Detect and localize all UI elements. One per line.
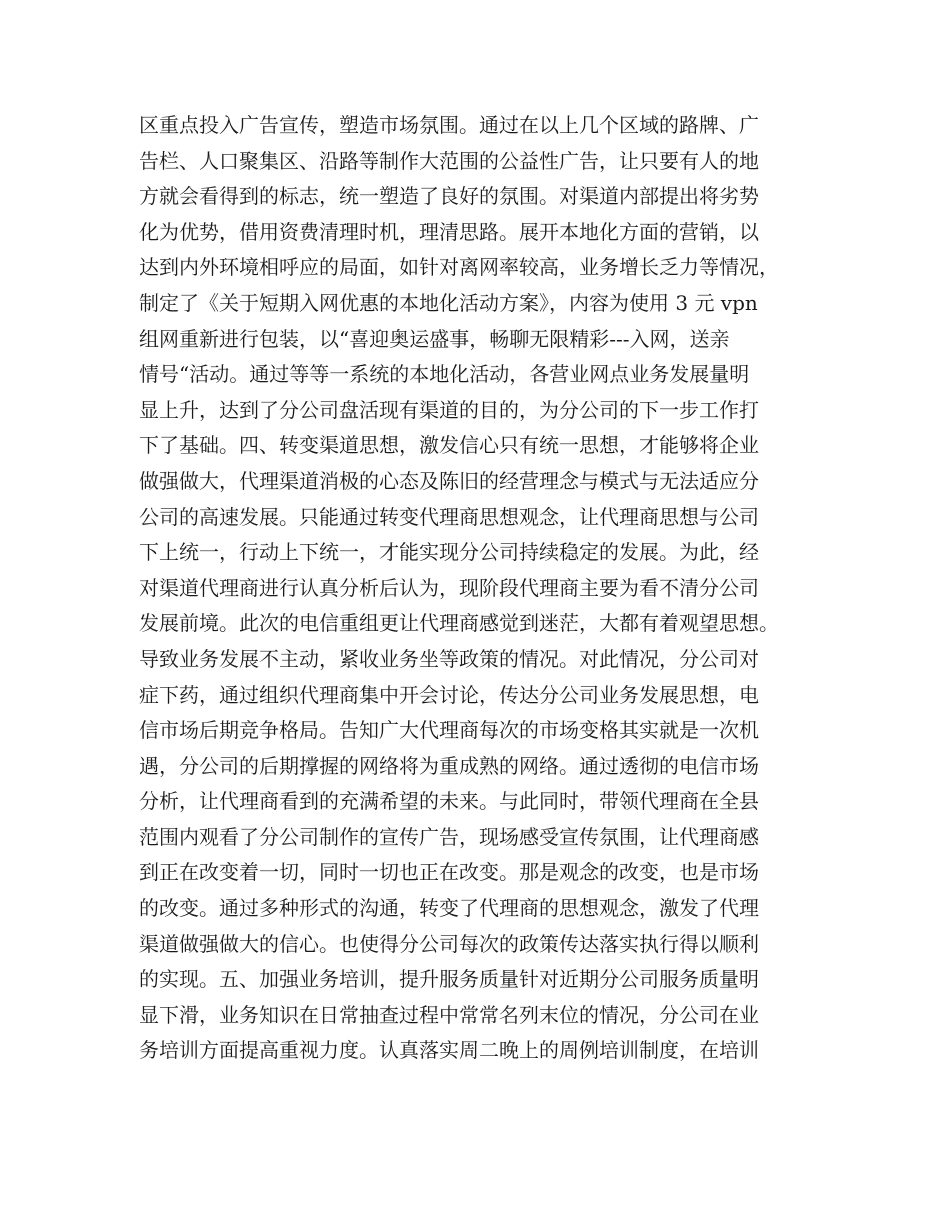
text-line: 的实现。五、加强业务培训，提升服务质量针对近期分公司服务质量明 <box>139 967 759 992</box>
text-line: 信市场后期竞争格局。告知广大代理商每次的市场变格其实就是一次机 <box>139 718 759 743</box>
text-line: 导致业务发展不主动，紧收业务坐等政策的情况。对此情况，分公司对 <box>139 646 759 671</box>
text-line: 范围内观看了分公司制作的宣传广告，现场感受宣传氛围，让代理商感 <box>139 824 759 849</box>
text-line: 的改变。通过多种形式的沟通，转变了代理商的思想观念，激发了代理 <box>139 896 759 921</box>
text-line: 公司的高速发展。只能通过转变代理商思想观念，让代理商思想与公司 <box>139 504 759 529</box>
text-line: 务培训方面提高重视力度。认真落实周二晚上的周例培训制度，在培训 <box>139 1038 759 1063</box>
text-line: 化为优势，借用资费清理时机，理清思路。展开本地化方面的营销，以 <box>139 219 759 244</box>
text-line: 对渠道代理商进行认真分析后认为，现阶段代理商主要为看不清分公司 <box>139 575 759 600</box>
text-line: 达到内外环境相呼应的局面，如针对离网率较高，业务增长乏力等情况， <box>139 255 779 280</box>
text-line: 显下滑，业务知识在日常抽查过程中常常名列末位的情况，分公司在业 <box>139 1002 759 1027</box>
text-line: 制定了《关于短期入网优惠的本地化活动方案》，内容为使用 3 元 vpn <box>139 290 758 315</box>
text-line: 下了基础。四、转变渠道思想，激发信心只有统一思想，才能够将企业 <box>139 433 759 458</box>
text-line: 遇，分公司的后期撑握的网络将为重成熟的网络。通过透彻的电信市场 <box>139 753 759 778</box>
body-text <box>139 108 819 1069</box>
text-line: 发展前境。此次的电信重组更让代理商感觉到迷茫，大都有着观望思想。 <box>139 611 779 636</box>
text-line: 到正在改变着一切，同时一切也正在改变。那是观念的改变，也是市场 <box>139 860 759 885</box>
text-line: 症下药，通过组织代理商集中开会讨论，传达分公司业务发展思想，电 <box>139 682 759 707</box>
text-line: 告栏、人口聚集区、沿路等制作大范围的公益性广告，让只要有人的地 <box>139 148 759 173</box>
text-line: 下上统一，行动上下统一，才能实现分公司持续稳定的发展。为此，经 <box>139 540 759 565</box>
text-line: 分析，让代理商看到的充满希望的未来。与此同时，带领代理商在全县 <box>139 789 759 814</box>
text-line: 做强做大，代理渠道消极的心态及陈旧的经营理念与模式与无法适应分 <box>139 468 759 493</box>
text-line: 区重点投入广告宣传，塑造市场氛围。通过在以上几个区域的路牌、广 <box>139 113 759 137</box>
text-line: 渠道做强做大的信心。也使得分公司每次的政策传达落实执行得以顺利 <box>139 931 759 956</box>
text-line: 显上升，达到了分公司盘活现有渠道的目的，为分公司的下一步工作打 <box>139 397 759 422</box>
text-line: 组网重新进行包装，以“喜迎奥运盛事，畅聊无限精彩---入网，送亲 <box>139 326 730 351</box>
text-line: 方就会看得到的标志，统一塑造了良好的氛围。对渠道内部提出将劣势 <box>139 184 759 209</box>
text-line: 情号“活动。通过等等一系统的本地化活动，各营业网点业务发展量明 <box>139 362 750 387</box>
